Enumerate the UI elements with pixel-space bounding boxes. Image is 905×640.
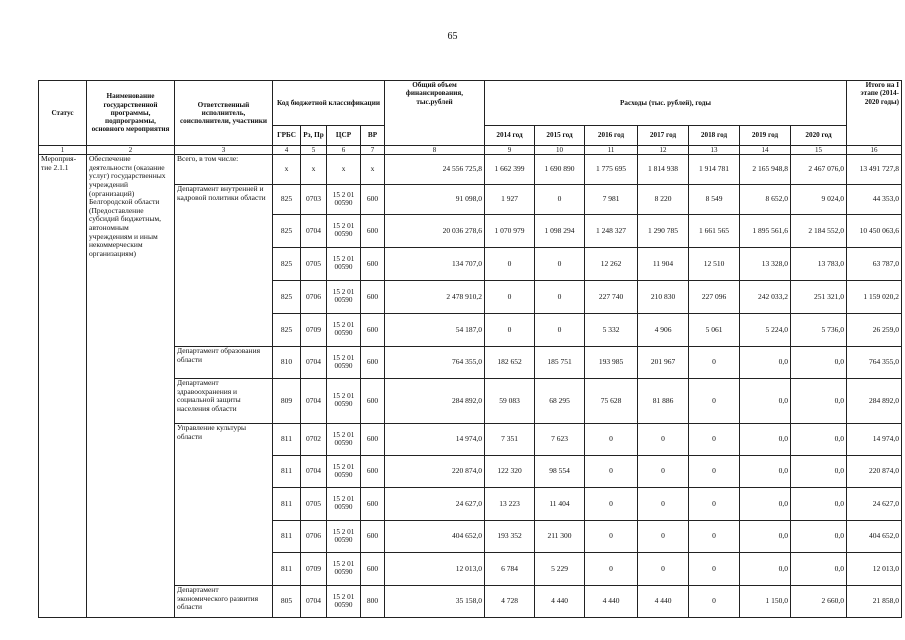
csr-cell: 15 2 01 00590 — [327, 185, 361, 215]
header-year: 2014 год — [485, 126, 535, 146]
grbs-cell: 825 — [273, 314, 301, 347]
header-year: 2017 год — [638, 126, 689, 146]
header-expenses: Расходы (тыс. рублей), годы — [485, 81, 847, 126]
stage-total-cell: 12 013,0 — [847, 553, 902, 586]
total-funding-cell: 35 158,0 — [385, 586, 485, 618]
year-value-cell: 5 736,0 — [791, 314, 847, 347]
year-value-cell: 11 404 — [535, 488, 585, 521]
stage-total-cell: 24 627,0 — [847, 488, 902, 521]
csr-cell: 15 2 01 00590 — [327, 586, 361, 618]
year-value-cell: 0 — [485, 314, 535, 347]
responsible-cell: Департамент здравоохранения и социальной защиты населения области — [175, 379, 273, 424]
grbs-cell: 825 — [273, 215, 301, 248]
measure-name-cell: Обеспечение деятельности (оказание услуг) государственных учреждений (организаций) Белгородской области (Предоставление субсидий бюджетным, автономным учреждениям и иным некоммерческим организациям) — [87, 155, 175, 618]
year-value-cell: 0,0 — [791, 488, 847, 521]
total-funding-cell: 12 013,0 — [385, 553, 485, 586]
rzpr-cell: 0709 — [301, 553, 327, 586]
year-value-cell: 0 — [585, 424, 638, 456]
vr-cell: 600 — [361, 424, 385, 456]
header-year: 2018 год — [689, 126, 740, 146]
rzpr-cell: 0705 — [301, 488, 327, 521]
stage-total-cell: 10 450 063,6 — [847, 215, 902, 248]
stage-total-cell: 21 858,0 — [847, 586, 902, 618]
year-value-cell: 0 — [485, 248, 535, 281]
year-value-cell: 0 — [585, 488, 638, 521]
status-cell: Мероприя-тие 2.1.1 — [39, 155, 87, 618]
year-value-cell: 8 220 — [638, 185, 689, 215]
year-value-cell: 0 — [585, 521, 638, 553]
year-value-cell: 9 024,0 — [791, 185, 847, 215]
responsible-cell: Департамент экономического развития области — [175, 586, 273, 618]
responsible-cell: Управление культуры области — [175, 424, 273, 586]
vr-cell: 600 — [361, 521, 385, 553]
year-value-cell: 1 775 695 — [585, 155, 638, 185]
year-value-cell: 4 728 — [485, 586, 535, 618]
rzpr-cell: 0704 — [301, 379, 327, 424]
rzpr-cell: 0702 — [301, 424, 327, 456]
year-value-cell: 251 321,0 — [791, 281, 847, 314]
csr-cell: х — [327, 155, 361, 185]
year-value-cell: 81 886 — [638, 379, 689, 424]
stage-total-cell: 44 353,0 — [847, 185, 902, 215]
year-value-cell: 0 — [535, 281, 585, 314]
grbs-cell: 825 — [273, 248, 301, 281]
stage-total-cell: 284 892,0 — [847, 379, 902, 424]
year-value-cell: 122 320 — [485, 456, 535, 488]
stage-total-cell: 404 652,0 — [847, 521, 902, 553]
header-grbs: ГРБС — [273, 126, 301, 146]
vr-cell: 800 — [361, 586, 385, 618]
column-number: 7 — [361, 146, 385, 155]
year-value-cell: 0,0 — [740, 347, 791, 379]
year-value-cell: 11 904 — [638, 248, 689, 281]
year-value-cell: 210 830 — [638, 281, 689, 314]
responsible-cell: Департамент внутренней и кадровой политики области — [175, 185, 273, 347]
responsible-cell: Всего, в том числе: — [175, 155, 273, 185]
year-value-cell: 6 784 — [485, 553, 535, 586]
column-number: 9 — [485, 146, 535, 155]
year-value-cell: 1 662 399 — [485, 155, 535, 185]
rzpr-cell: 0703 — [301, 185, 327, 215]
column-number: 3 — [175, 146, 273, 155]
year-value-cell: 0 — [689, 379, 740, 424]
grbs-cell: 805 — [273, 586, 301, 618]
vr-cell: 600 — [361, 553, 385, 586]
table-row — [39, 155, 902, 185]
year-value-cell: 0 — [535, 248, 585, 281]
csr-cell: 15 2 01 00590 — [327, 553, 361, 586]
column-number: 4 — [273, 146, 301, 155]
year-value-cell: 1 914 781 — [689, 155, 740, 185]
year-value-cell: 0 — [485, 281, 535, 314]
stage-total-cell: 26 259,0 — [847, 314, 902, 347]
year-value-cell: 4 440 — [585, 586, 638, 618]
header-year: 2019 год — [740, 126, 791, 146]
csr-cell: 15 2 01 00590 — [327, 248, 361, 281]
year-value-cell: 0,0 — [791, 456, 847, 488]
year-value-cell: 8 652,0 — [740, 185, 791, 215]
year-value-cell: 193 352 — [485, 521, 535, 553]
total-funding-cell: 2 478 910,2 — [385, 281, 485, 314]
year-value-cell: 1 290 785 — [638, 215, 689, 248]
stage-total-cell: 13 491 727,8 — [847, 155, 902, 185]
total-funding-cell: 134 707,0 — [385, 248, 485, 281]
total-funding-cell: 54 187,0 — [385, 314, 485, 347]
year-value-cell: 0,0 — [740, 488, 791, 521]
stage-total-cell: 1 159 020,2 — [847, 281, 902, 314]
year-value-cell: 0 — [638, 456, 689, 488]
rzpr-cell: 0705 — [301, 248, 327, 281]
vr-cell: 600 — [361, 215, 385, 248]
stage-total-cell: 220 874,0 — [847, 456, 902, 488]
year-value-cell: 0,0 — [740, 456, 791, 488]
total-funding-cell: 220 874,0 — [385, 456, 485, 488]
year-value-cell: 0 — [689, 456, 740, 488]
vr-cell: 600 — [361, 347, 385, 379]
year-value-cell: 2 165 948,8 — [740, 155, 791, 185]
year-value-cell: 5 332 — [585, 314, 638, 347]
year-value-cell: 0,0 — [740, 424, 791, 456]
year-value-cell: 7 623 — [535, 424, 585, 456]
year-value-cell: 211 300 — [535, 521, 585, 553]
csr-cell: 15 2 01 00590 — [327, 424, 361, 456]
year-value-cell: 4 440 — [535, 586, 585, 618]
csr-cell: 15 2 01 00590 — [327, 456, 361, 488]
header-csr: ЦСР — [327, 126, 361, 146]
csr-cell: 15 2 01 00590 — [327, 488, 361, 521]
column-number: 10 — [535, 146, 585, 155]
column-number: 13 — [689, 146, 740, 155]
column-number: 14 — [740, 146, 791, 155]
column-number-row — [39, 146, 902, 155]
column-number: 15 — [791, 146, 847, 155]
year-value-cell: 0 — [689, 488, 740, 521]
year-value-cell: 59 083 — [485, 379, 535, 424]
year-value-cell: 201 967 — [638, 347, 689, 379]
year-value-cell: 8 549 — [689, 185, 740, 215]
year-value-cell: 4 906 — [638, 314, 689, 347]
year-value-cell: 12 510 — [689, 248, 740, 281]
grbs-cell: 825 — [273, 281, 301, 314]
year-value-cell: 5 061 — [689, 314, 740, 347]
header-responsible: Ответственный исполнитель, соисполнители, участники — [175, 81, 273, 146]
grbs-cell: 825 — [273, 185, 301, 215]
stage-total-cell: 63 787,0 — [847, 248, 902, 281]
column-number: 12 — [638, 146, 689, 155]
stage-total-cell: 14 974,0 — [847, 424, 902, 456]
year-value-cell: 1 814 938 — [638, 155, 689, 185]
column-number: 16 — [847, 146, 902, 155]
rzpr-cell: 0706 — [301, 521, 327, 553]
year-value-cell: 13 783,0 — [791, 248, 847, 281]
total-funding-cell: 764 355,0 — [385, 347, 485, 379]
year-value-cell: 0 — [689, 347, 740, 379]
total-funding-cell: 14 974,0 — [385, 424, 485, 456]
year-value-cell: 0 — [638, 521, 689, 553]
header-rzpr: Рз, Пр — [301, 126, 327, 146]
column-number: 11 — [585, 146, 638, 155]
year-value-cell: 1 690 890 — [535, 155, 585, 185]
year-value-cell: 0 — [638, 553, 689, 586]
rzpr-cell: 0704 — [301, 215, 327, 248]
stage-total-cell: 764 355,0 — [847, 347, 902, 379]
header-total-funding: Общий объем финансирования, тыс.рублей — [385, 81, 485, 146]
total-funding-cell: 24 556 725,8 — [385, 155, 485, 185]
csr-cell: 15 2 01 00590 — [327, 314, 361, 347]
year-value-cell: 5 229 — [535, 553, 585, 586]
vr-cell: 600 — [361, 488, 385, 521]
year-value-cell: 185 751 — [535, 347, 585, 379]
total-funding-cell: 91 098,0 — [385, 185, 485, 215]
year-value-cell: 0,0 — [791, 553, 847, 586]
year-value-cell: 1 098 294 — [535, 215, 585, 248]
year-value-cell: 68 295 — [535, 379, 585, 424]
year-value-cell: 0 — [689, 521, 740, 553]
year-value-cell: 1 070 979 — [485, 215, 535, 248]
csr-cell: 15 2 01 00590 — [327, 281, 361, 314]
csr-cell: 15 2 01 00590 — [327, 347, 361, 379]
header-budget-code: Код бюджетной классификации — [273, 81, 385, 126]
year-value-cell: 0,0 — [791, 424, 847, 456]
budget-table — [38, 80, 902, 618]
year-value-cell: 1 927 — [485, 185, 535, 215]
grbs-cell: 811 — [273, 456, 301, 488]
year-value-cell: 2 660,0 — [791, 586, 847, 618]
csr-cell: 15 2 01 00590 — [327, 379, 361, 424]
grbs-cell: 811 — [273, 424, 301, 456]
header-name: Наименование государственной программы, подпрограммы, основного мероприятия — [87, 81, 175, 146]
header-year: 2016 год — [585, 126, 638, 146]
year-value-cell: 2 467 076,0 — [791, 155, 847, 185]
year-value-cell: 242 033,2 — [740, 281, 791, 314]
year-value-cell: 2 184 552,0 — [791, 215, 847, 248]
year-value-cell: 0,0 — [791, 521, 847, 553]
year-value-cell: 0,0 — [791, 347, 847, 379]
vr-cell: 600 — [361, 456, 385, 488]
rzpr-cell: 0706 — [301, 281, 327, 314]
responsible-cell: Департамент образования области — [175, 347, 273, 379]
grbs-cell: 811 — [273, 521, 301, 553]
vr-cell: х — [361, 155, 385, 185]
year-value-cell: 13 223 — [485, 488, 535, 521]
year-value-cell: 0 — [689, 586, 740, 618]
page-number: 65 — [447, 31, 458, 42]
header-stage-total: Итого на I этапе (2014-2020 годы) — [847, 81, 902, 146]
total-funding-cell: 20 036 278,6 — [385, 215, 485, 248]
column-number: 6 — [327, 146, 361, 155]
vr-cell: 600 — [361, 185, 385, 215]
budget-table-container — [38, 80, 902, 618]
grbs-cell: 810 — [273, 347, 301, 379]
year-value-cell: 5 224,0 — [740, 314, 791, 347]
year-value-cell: 0 — [535, 185, 585, 215]
year-value-cell: 12 262 — [585, 248, 638, 281]
year-value-cell: 4 440 — [638, 586, 689, 618]
year-value-cell: 0,0 — [740, 553, 791, 586]
year-value-cell: 1 895 561,6 — [740, 215, 791, 248]
rzpr-cell: 0704 — [301, 586, 327, 618]
csr-cell: 15 2 01 00590 — [327, 215, 361, 248]
grbs-cell: 811 — [273, 488, 301, 521]
year-value-cell: 193 985 — [585, 347, 638, 379]
vr-cell: 600 — [361, 281, 385, 314]
year-value-cell: 227 096 — [689, 281, 740, 314]
year-value-cell: 1 661 565 — [689, 215, 740, 248]
rzpr-cell: 0709 — [301, 314, 327, 347]
year-value-cell: 0 — [689, 553, 740, 586]
year-value-cell: 7 351 — [485, 424, 535, 456]
year-value-cell: 98 554 — [535, 456, 585, 488]
year-value-cell: 0 — [535, 314, 585, 347]
year-value-cell: 0,0 — [791, 379, 847, 424]
column-number: 5 — [301, 146, 327, 155]
year-value-cell: 75 628 — [585, 379, 638, 424]
year-value-cell: 0 — [638, 424, 689, 456]
header-status: Статус — [39, 81, 87, 146]
grbs-cell: 811 — [273, 553, 301, 586]
total-funding-cell: 404 652,0 — [385, 521, 485, 553]
total-funding-cell: 24 627,0 — [385, 488, 485, 521]
year-value-cell: 1 248 327 — [585, 215, 638, 248]
grbs-cell: х — [273, 155, 301, 185]
header-vr: ВР — [361, 126, 385, 146]
header-year: 2020 год — [791, 126, 847, 146]
header-year: 2015 год — [535, 126, 585, 146]
year-value-cell: 7 981 — [585, 185, 638, 215]
column-number: 1 — [39, 146, 87, 155]
year-value-cell: 0 — [638, 488, 689, 521]
table-body — [39, 155, 902, 618]
rzpr-cell: 0704 — [301, 347, 327, 379]
total-funding-cell: 284 892,0 — [385, 379, 485, 424]
year-value-cell: 0 — [585, 456, 638, 488]
year-value-cell: 0 — [689, 424, 740, 456]
year-value-cell: 227 740 — [585, 281, 638, 314]
vr-cell: 600 — [361, 379, 385, 424]
vr-cell: 600 — [361, 314, 385, 347]
year-value-cell: 0,0 — [740, 521, 791, 553]
year-value-cell: 0,0 — [740, 379, 791, 424]
grbs-cell: 809 — [273, 379, 301, 424]
year-value-cell: 182 652 — [485, 347, 535, 379]
csr-cell: 15 2 01 00590 — [327, 521, 361, 553]
rzpr-cell: х — [301, 155, 327, 185]
year-value-cell: 13 328,0 — [740, 248, 791, 281]
rzpr-cell: 0704 — [301, 456, 327, 488]
column-number: 8 — [385, 146, 485, 155]
year-value-cell: 0 — [585, 553, 638, 586]
vr-cell: 600 — [361, 248, 385, 281]
year-value-cell: 1 150,0 — [740, 586, 791, 618]
column-number: 2 — [87, 146, 175, 155]
